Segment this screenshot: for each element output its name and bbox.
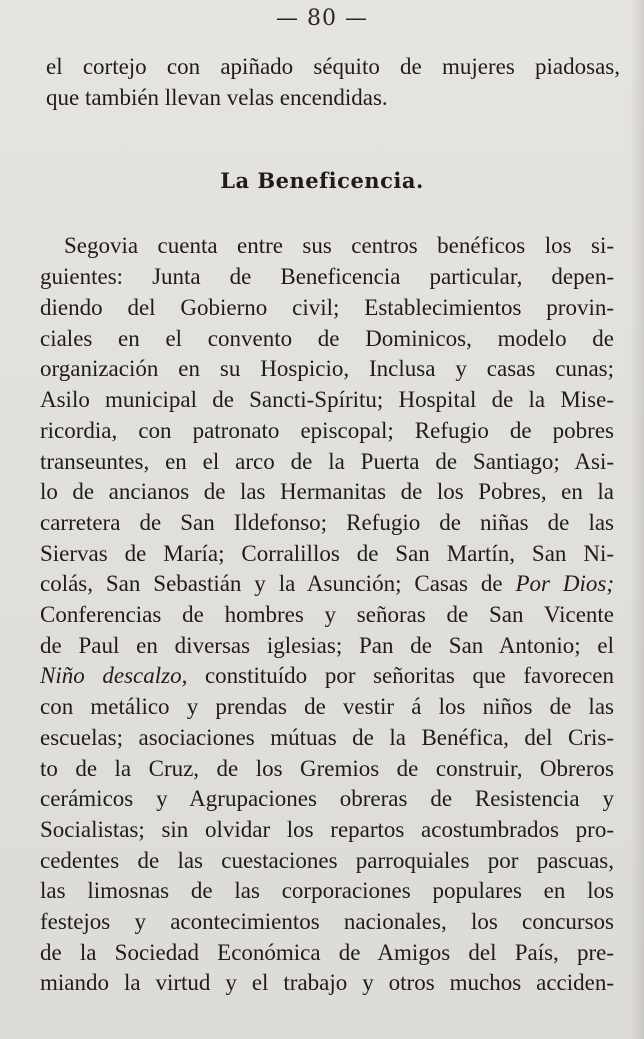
page-edge-shadow <box>630 0 644 1039</box>
italic-text: Niño descalzo, <box>40 663 188 688</box>
section-heading: La Beneficencia. <box>220 168 424 193</box>
text-line: carretera de San Ildefonso; Refugio de niñas de las <box>40 510 614 535</box>
text-line: festejos y acontecimientos nacionales, los concursos <box>40 909 614 934</box>
text-line <box>40 661 614 691</box>
text-line: cedentes de las cuestaciones parroquiales por pascuas, <box>40 848 614 873</box>
text-line: de Paul en diversas iglesias; Pan de San Antonio; el <box>40 633 614 658</box>
text-line: con metálico y prendas de vestir á los niños de las <box>40 694 614 719</box>
text-line: las limosnas de las corporaciones populares en los <box>40 878 614 903</box>
text-line: to de la Cruz, de los Gremios de construir, Obreros <box>40 756 614 781</box>
text-line: transeuntes, en el arco de la Puerta de Santiago; Asi- <box>40 449 614 474</box>
text-line: cerámicos y Agrupaciones obreras de Resistencia y <box>40 786 614 811</box>
text-line: de la Sociedad Económica de Amigos del País, pre- <box>40 940 614 965</box>
text-line: organización en su Hospicio, Inclusa y casas cunas; <box>40 356 614 381</box>
text-line: que también llevan velas encendidas. <box>46 85 388 110</box>
text-line <box>40 569 614 599</box>
page-number: — 80 — <box>276 6 368 31</box>
text-segment: constituído por señoritas que favorecen <box>187 663 614 688</box>
text-line: miando la virtud y el trabajo y otros muchos acciden- <box>40 970 614 995</box>
italic-text: Por Dios; <box>515 571 614 596</box>
text-line: ciales en el convento de Dominicos, modelo de <box>40 326 614 351</box>
text-line: Asilo municipal de Sancti-Spíritu; Hospital de la Mise- <box>40 387 614 412</box>
text-line: el cortejo con apiñado séquito de mujeres piadosas, <box>46 54 620 79</box>
text-line: Siervas de María; Corralillos de San Martín, San Ni- <box>40 541 614 566</box>
text-line: Socialistas; sin olvidar los repartos acostumbrados pro- <box>40 817 614 842</box>
text-line: escuelas; asociaciones mútuas de la Benéfica, del Cris- <box>40 725 614 750</box>
text-line: lo de ancianos de las Hermanitas de los Pobres, en la <box>40 479 614 504</box>
text-line: guientes: Junta de Beneficencia particular, depen- <box>40 264 614 289</box>
text-line: Segovia cuenta entre sus centros benéficos los si- <box>64 233 614 258</box>
text-line: Conferencias de hombres y señoras de San Vicente <box>40 602 614 627</box>
text-segment: colás, San Sebastián y la Asunción; Casas de <box>40 571 516 596</box>
text-line: ricordia, con patronato episcopal; Refugio de pobres <box>40 418 614 443</box>
text-line: diendo del Gobierno civil; Establecimientos provin- <box>40 295 614 320</box>
